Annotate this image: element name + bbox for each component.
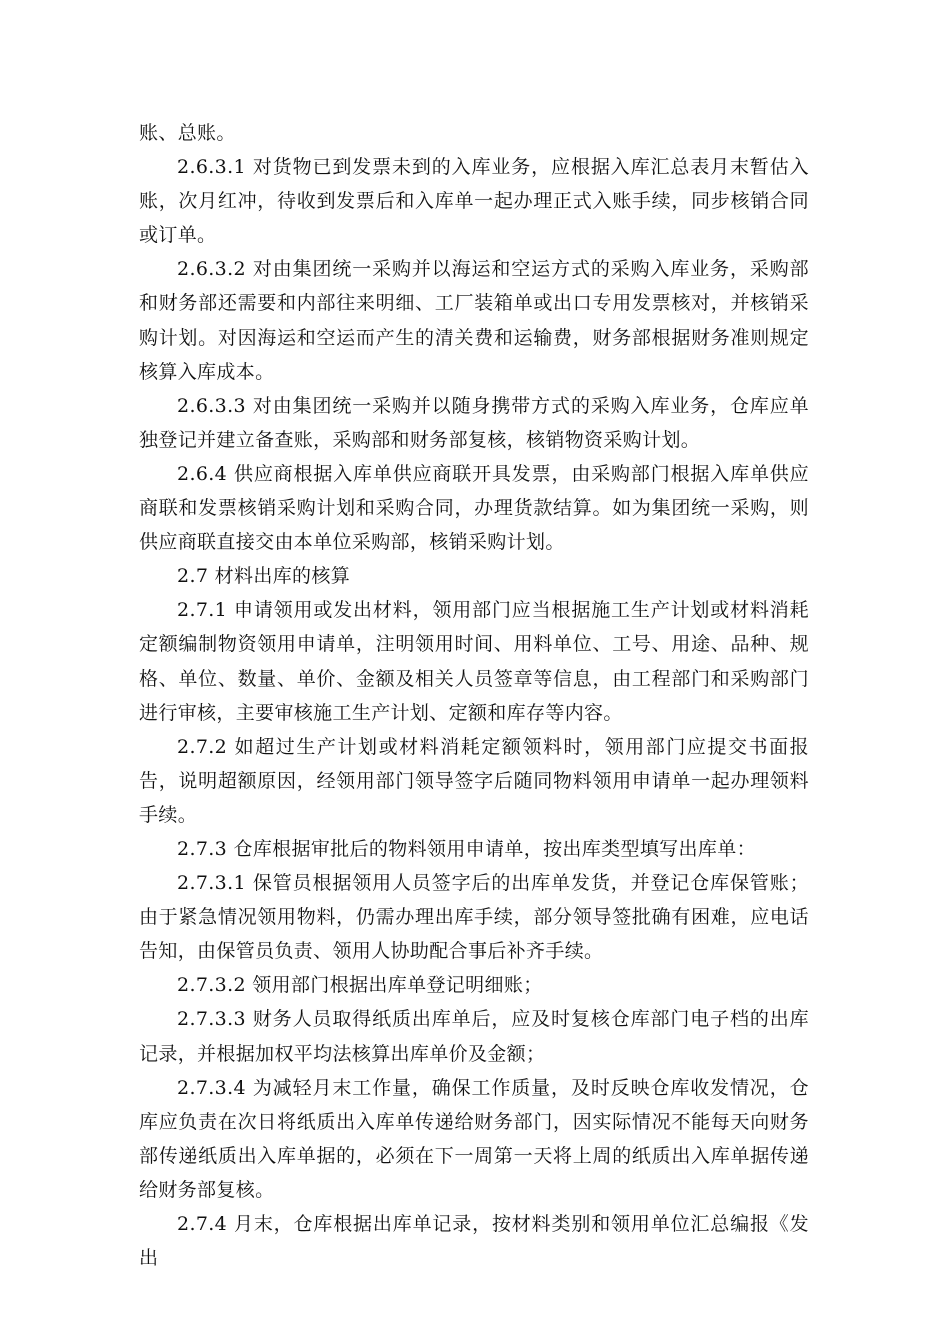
paragraph: 2.7.4 月末，仓库根据出库单记录，按材料类别和领用单位汇总编报《发出 [139,1213,809,1270]
paragraph: 账、总账。 [139,122,236,144]
document-body [139,116,809,1275]
paragraph: 2.6.3.1 对货物已到发票未到的入库业务，应根据入库汇总表月末暂估入账，次月红冲，待收到发票后和入库单一起办理正式入账手续，同步核销合同或订单。 [139,156,809,247]
paragraph: 2.7.3.1 保管员根据领用人员签字后的出库单发货，并登记仓库保管账；由于紧急情况领用物料，仍需办理出库手续，部分领导签批确有困难，应电话告知，由保管员负责、领用人协助配合事后补齐手续。 [139,872,809,963]
paragraph: 2.7.3.3 财务人员取得纸质出库单后，应及时复核仓库部门电子档的出库记录，并根据加权平均法核算出库单价及金额； [139,1008,809,1065]
paragraph: 2.7.2 如超过生产计划或材料消耗定额领料时，领用部门应提交书面报告，说明超额原因，经领用部门领导签字后随同物料领用申请单一起办理领料手续。 [139,735,809,826]
paragraph: 2.7.3 仓库根据审批后的物料领用申请单，按出库类型填写出库单： [177,837,756,860]
paragraph: 2.7.1 申请领用或发出材料，领用部门应当根据施工生产计划或材料消耗定额编制物资领用申请单，注明领用时间、用料单位、工号、用途、品种、规格、单位、数量、单价、金额及相关人员签章等信息，由工程部门和采购部门进行审核，主要审核施工生产计划、定额和库存等内容。 [139,599,809,724]
paragraph: 2.7.3.2 领用部门根据出库单登记明细账； [177,974,543,997]
section-heading: 2.7 材料出库的核算 [177,565,351,588]
paragraph: 2.6.3.3 对由集团统一采购并以随身携带方式的采购入库业务，仓库应单独登记并建立备查账，采购部和财务部复核，核销物资采购计划。 [139,394,809,451]
paragraph: 2.7.3.4 为减轻月末工作量，确保工作质量，及时反映仓库收发情况，仓库应负责在次日将纸质出入库单传递给财务部门，因实际情况不能每天向财务部传递纸质出入库单据的，必须在下一周第一天将上周的纸质出入库单据传递给财务部复核。 [139,1076,809,1201]
paragraph: 2.6.4 供应商根据入库单供应商联开具发票，由采购部门根据入库单供应商联和发票核销采购计划和采购合同，办理货款结算。如为集团统一采购，则供应商联直接交由本单位采购部，核销采购计划。 [139,462,809,554]
paragraph: 2.6.3.2 对由集团统一采购并以海运和空运方式的采购入库业务，采购部和财务部还需要和内部往来明细、工厂装箱单或出口专用发票核对，并核销采购计划。对因海运和空运而产生的清关费和运输费，财务部根据财务准则规定核算入库成本。 [139,258,809,383]
